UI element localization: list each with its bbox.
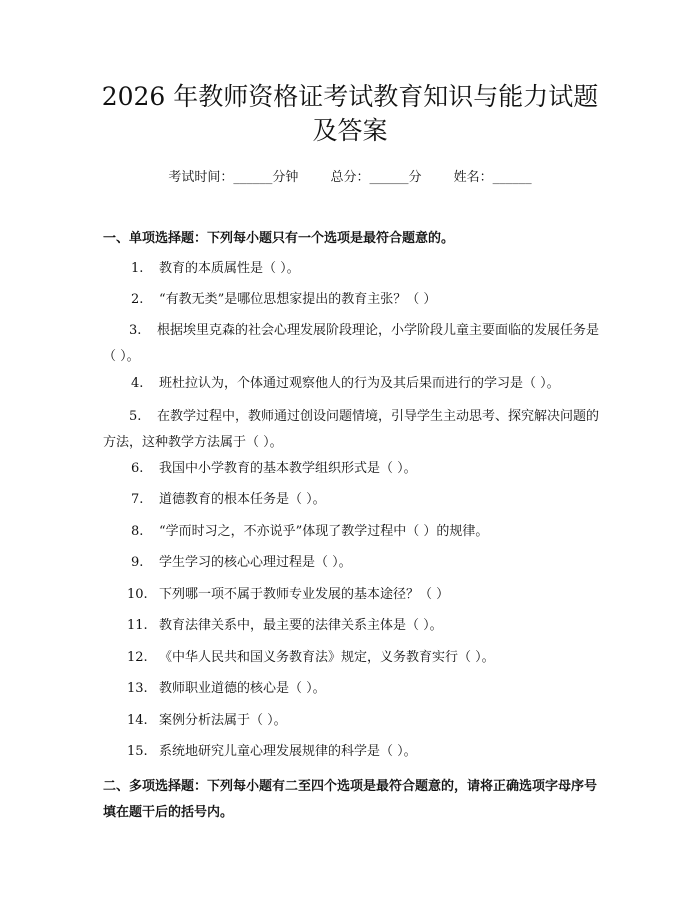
question-item — [103, 487, 599, 513]
question-number: 7. — [131, 492, 144, 507]
question-item — [103, 613, 599, 639]
question-text: “有教无类”是哪位思想家提出的教育主张？（ ） — [159, 292, 437, 307]
question-text: 教育的本质属性是（ ）。 — [159, 261, 300, 276]
name-field: 姓名：______ — [453, 170, 532, 185]
question-number: 15. — [127, 744, 148, 759]
question-text: 教师职业道德的核心是（ ）。 — [159, 681, 326, 696]
question-number: 11. — [127, 618, 148, 633]
question-item — [103, 708, 599, 734]
question-number: 10. — [127, 587, 148, 602]
question-text: 教育法律关系中，最主要的法律关系主体是（ ）。 — [159, 618, 443, 633]
question-number: 1. — [131, 261, 144, 276]
section-1-heading: 一、单项选择题：下列每小题只有一个选项是最符合题意的。 — [103, 231, 455, 246]
question-item — [103, 645, 599, 671]
question-text: “学而时习之，不亦说乎”体现了教学过程中（ ）的规律。 — [159, 524, 489, 539]
question-item — [103, 371, 599, 397]
question-text: 根据埃里克森的社会心理发展阶段理论，小学阶段儿童主要面临的发展任务是（ ）。 — [103, 323, 600, 364]
question-item — [103, 550, 599, 576]
question-number: 5. — [129, 409, 142, 424]
title-line-2: 及答案 — [312, 116, 388, 145]
question-item — [103, 404, 599, 456]
question-item — [103, 256, 599, 282]
question-number: 12. — [127, 650, 148, 665]
question-item — [103, 739, 599, 765]
question-text: 《中华人民共和国义务教育法》规定，义务教育实行（ ）。 — [159, 650, 495, 665]
question-number: 2. — [131, 292, 144, 307]
question-item — [103, 456, 599, 482]
question-number: 6. — [131, 461, 144, 476]
section-2-heading: 二、多项选择题：下列每小题有二至四个选项是最符合题意的，请将正确选项字母序号填在题干后的括号内。 — [103, 779, 598, 820]
total-score-field: 总分：______分 — [330, 170, 422, 185]
question-item — [103, 287, 599, 313]
question-text: 我国中小学教育的基本教学组织形式是（ ）。 — [159, 461, 417, 476]
question-text: 下列哪一项不属于教师专业发展的基本途径？（ ） — [159, 587, 450, 602]
exam-meta-row — [0, 168, 700, 188]
question-text: 在教学过程中，教师通过创设问题情境，引导学生主动思考、探究解决问题的方法，这种教学方法属于（ ）。 — [103, 409, 600, 450]
question-number: 4. — [131, 376, 144, 391]
question-number: 9. — [131, 555, 144, 570]
question-text: 班杜拉认为，个体通过观察他人的行为及其后果而进行的学习是（ ）。 — [159, 376, 560, 391]
question-number: 8. — [131, 524, 144, 539]
exam-time-field: 考试时间：______分钟 — [168, 170, 299, 185]
question-item — [103, 676, 599, 702]
question-item — [103, 318, 599, 370]
question-text: 道德教育的根本任务是（ ）。 — [159, 492, 326, 507]
title-line-1: 2026 年教师资格证考试教育知识与能力试题 — [101, 82, 599, 111]
question-number: 13. — [127, 681, 148, 696]
question-item — [103, 582, 599, 608]
question-text: 案例分析法属于（ ）。 — [159, 713, 287, 728]
question-text: 系统地研究儿童心理发展规律的科学是（ ）。 — [159, 744, 417, 759]
question-number: 3. — [129, 323, 142, 338]
document-title — [70, 80, 630, 148]
question-number: 14. — [127, 713, 148, 728]
question-item — [103, 519, 599, 545]
question-text: 学生学习的核心心理过程是（ ）。 — [159, 555, 352, 570]
